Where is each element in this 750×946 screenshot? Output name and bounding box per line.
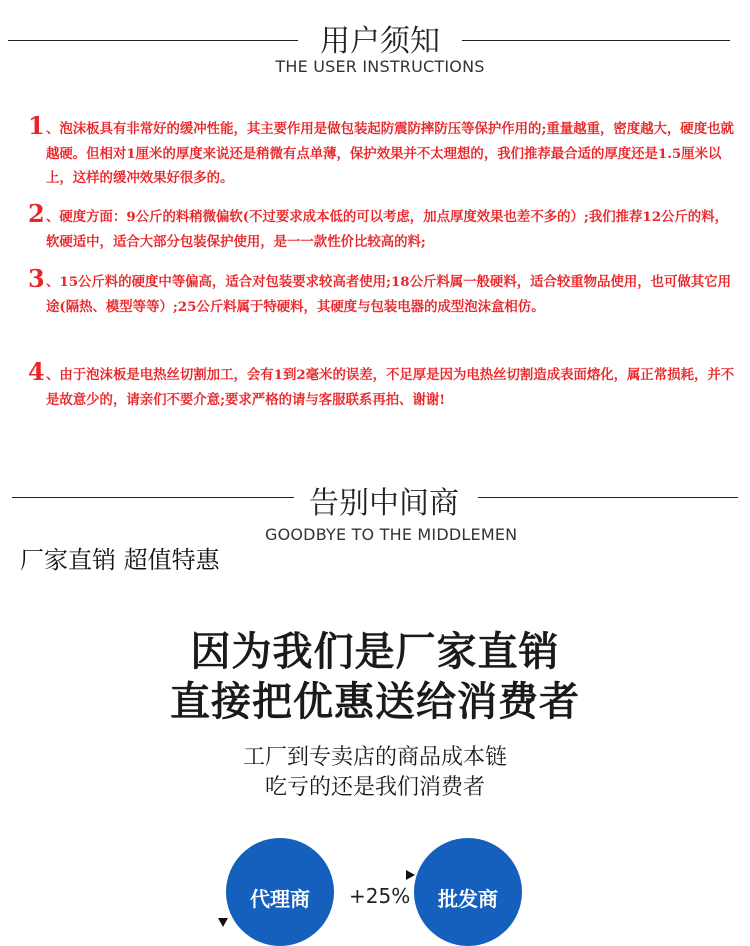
section-title: 用户须知 [320, 24, 440, 59]
subhead-line-2: 吃亏的还是我们消费者 [264, 775, 485, 800]
user-instructions-header [0, 0, 750, 90]
header-divider-left [12, 497, 294, 498]
item-number: 2 [28, 199, 45, 228]
notice-item [28, 199, 740, 257]
headline-line-2: 直接把优惠送给消费者 [170, 679, 580, 725]
headline-line-1: 因为我们是厂家直销 [190, 629, 560, 675]
arrow-down-icon [218, 918, 228, 927]
subhead-line-1: 工厂到专卖店的商品成本链 [242, 745, 507, 770]
item-text: 、15公斤料的硬度中等偏高，适合对包装要求较高者使用;18公斤料属一般硬料，适合较重物品使用，也可做其它用途(隔热、模型等等）;25公斤料属于特硬料，其硬度与包装电器的成型泡沫盒相仿。 [46, 274, 731, 315]
notice-item [28, 264, 740, 322]
item-number: 4 [28, 357, 45, 386]
wholesaler-circle [414, 838, 522, 946]
header-divider-right [462, 40, 730, 41]
header-divider-right [478, 497, 738, 498]
arrow-right-icon [406, 870, 415, 880]
item-text: 、由于泡沫板是电热丝切割加工，会有1到2毫米的误差，不足厚是因为电热丝切割造成表面熔化，属正常损耗，并不是故意少的，请亲们不要介意;要求严格的请与客服联系再拍、谢谢! [46, 367, 735, 408]
item-number: 3 [28, 264, 45, 293]
promo-tag: 厂家直销 超值特惠 [20, 546, 220, 574]
wholesaler-label: 批发商 [438, 887, 498, 911]
agent-circle [226, 838, 334, 946]
section-title: 告别中间商 [309, 486, 459, 521]
section-subtitle: THE USER INSTRUCTIONS [275, 57, 485, 76]
section-subtitle: GOODBYE TO THE MIDDLEMEN [265, 525, 518, 544]
header-divider-left [8, 40, 298, 41]
item-number: 1 [28, 111, 45, 140]
agent-label: 代理商 [250, 887, 310, 911]
notice-item [28, 357, 740, 415]
notice-item [28, 111, 740, 192]
item-text: 、泡沫板具有非常好的缓冲性能，其主要作用是做包装起防震防摔防压等保护作用的;重量越重，密度越大，硬度也就越硬。但相对1厘米的厚度来说还是稍微有点单薄，保护效果并不太理想的，我们推荐最合适的厚度还是1.5厘米以上，这样的缓冲效果好很多的。 [46, 121, 734, 186]
markup-label: +25% [349, 884, 411, 908]
item-text: 、硬度方面：9公斤的料稍微偏软(不过要求成本低的可以考虑，加点厚度效果也差不多的）;我们推荐12公斤的料，软硬适中，适合大部分包装保护使用，是一一款性价比较高的料; [46, 209, 728, 250]
middlemen-header [0, 470, 750, 550]
